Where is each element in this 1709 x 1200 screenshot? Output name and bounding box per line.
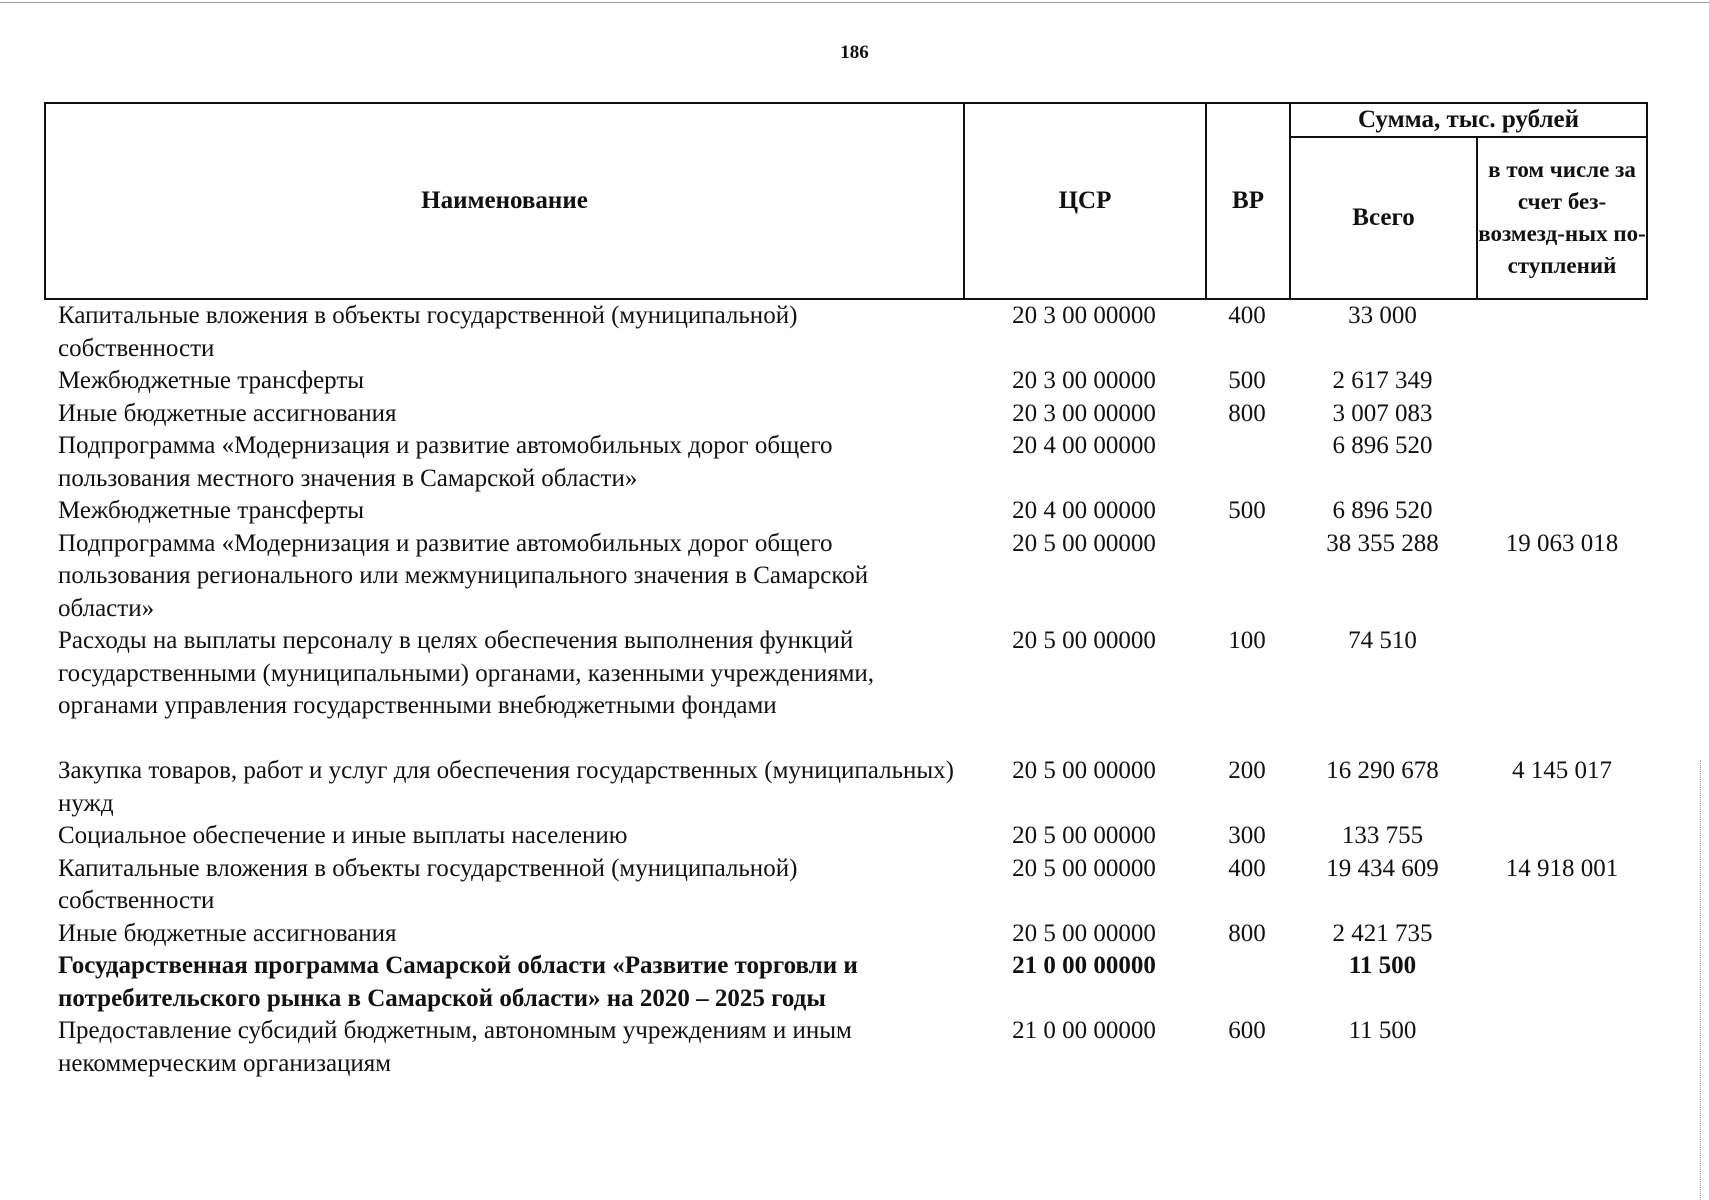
row-total: 133 755 [1341,822,1424,849]
table-row [44,1015,1648,1080]
row-total: 19 434 609 [1326,854,1439,882]
row-total: 16 290 678 [1326,757,1439,784]
table-row [44,755,1648,820]
table-row-program [44,950,1648,1015]
table-row [44,365,1648,398]
row-name: Межбюджетные трансферты [58,497,365,524]
row-csr: 20 3 00 00000 [1012,302,1156,329]
row-csr: 20 3 00 00000 [1012,367,1156,394]
table-row [44,430,1648,495]
row-vr: 200 [1228,757,1266,784]
table-row [44,625,1648,755]
row-vr: 500 [1228,497,1266,524]
row-name: Иные бюджетные ассигнования [58,919,397,947]
row-gratuitous: 19 063 018 [1505,529,1619,557]
row-name: Подпрограмма «Модернизация и развитие автомобильных дорог общего пользования местного значения в Самарской области» [58,432,833,492]
row-name: Расходы на выплаты персоналу в целях обеспечения выполнения функций государственными (муниципальными) органами, казенными учреждениями, органами управления государственными внебюджетными фондами [58,627,875,719]
row-total: 6 896 520 [1332,497,1433,524]
header-total: Всего [1291,138,1478,298]
row-csr: 20 5 00 00000 [1012,854,1156,882]
header-gratuitous: в том числе за счет без-возмезд-ных по-ступлений [1478,157,1646,278]
row-vr: 800 [1228,399,1266,427]
row-total: 6 896 520 [1332,432,1433,459]
header-vr: ВР [1207,104,1291,298]
header-sum-group: Сумма, тыс. рублей [1291,104,1646,138]
row-name: Капитальные вложения в объекты государственной (муниципальной) собственности [58,854,798,914]
row-csr: 20 5 00 00000 [1012,822,1156,849]
row-name: Капитальные вложения в объекты государственной (муниципальной) собственности [58,302,798,362]
row-name: Подпрограмма «Модернизация и развитие автомобильных дорог общего пользования регионального или межмуниципального значения в Самарской области» [58,529,869,622]
row-csr: 20 4 00 00000 [1012,497,1156,524]
table-row [44,918,1648,951]
row-gratuitous: 4 145 017 [1512,757,1612,784]
row-vr: 600 [1228,1017,1266,1044]
row-vr: 400 [1228,302,1266,329]
row-gratuitous: 14 918 001 [1505,854,1619,882]
row-total: 3 007 083 [1332,399,1433,427]
table-row [44,495,1648,528]
row-total: 38 355 288 [1326,529,1439,557]
row-total: 2 617 349 [1332,367,1433,394]
row-name: Закупка товаров, работ и услуг для обеспечения государственных (муниципальных) нужд [58,757,954,817]
table-row [44,528,1648,626]
row-vr: 400 [1228,854,1266,882]
row-vr: 300 [1228,822,1266,849]
row-csr: 20 5 00 00000 [1012,627,1156,654]
row-csr: 20 3 00 00000 [1012,399,1156,427]
row-name: Межбюджетные трансферты [58,367,365,394]
header-csr: ЦСР [965,104,1207,298]
row-csr: 20 5 00 00000 [1012,919,1156,947]
row-csr: 20 4 00 00000 [1012,432,1156,459]
row-csr: 21 0 00 00000 [1012,952,1156,979]
row-vr: 800 [1228,919,1266,947]
scan-right-edge [1700,760,1701,1200]
row-total: 74 510 [1348,627,1417,654]
row-name: Иные бюджетные ассигнования [58,399,397,427]
row-vr: 500 [1228,367,1266,394]
scan-top-border [0,2,1709,3]
table-row [44,853,1648,918]
table-body [44,300,1648,1080]
table-header [44,102,1648,300]
row-name: Социальное обеспечение и иные выплаты населению [58,822,628,849]
row-name: Предоставление субсидий бюджетным, автономным учреждениям и иным некоммерческим организациям [58,1017,852,1077]
header-name: Наименование [46,104,965,298]
row-csr: 21 0 00 00000 [1012,1017,1156,1044]
table-row [44,820,1648,853]
table-row [44,300,1648,365]
table-row [44,398,1648,431]
page-number: 186 [840,42,869,63]
row-total: 33 000 [1348,302,1417,329]
row-total: 11 500 [1348,1017,1417,1044]
row-total: 11 500 [1348,952,1417,979]
row-csr: 20 5 00 00000 [1012,757,1156,784]
row-name: Государственная программа Самарской области «Развитие торговли и потребительского рынка в Самарской области» на 2020 – 2025 годы [58,952,858,1012]
row-vr: 100 [1228,627,1266,654]
row-csr: 20 5 00 00000 [1012,529,1156,557]
row-total: 2 421 735 [1332,919,1433,947]
